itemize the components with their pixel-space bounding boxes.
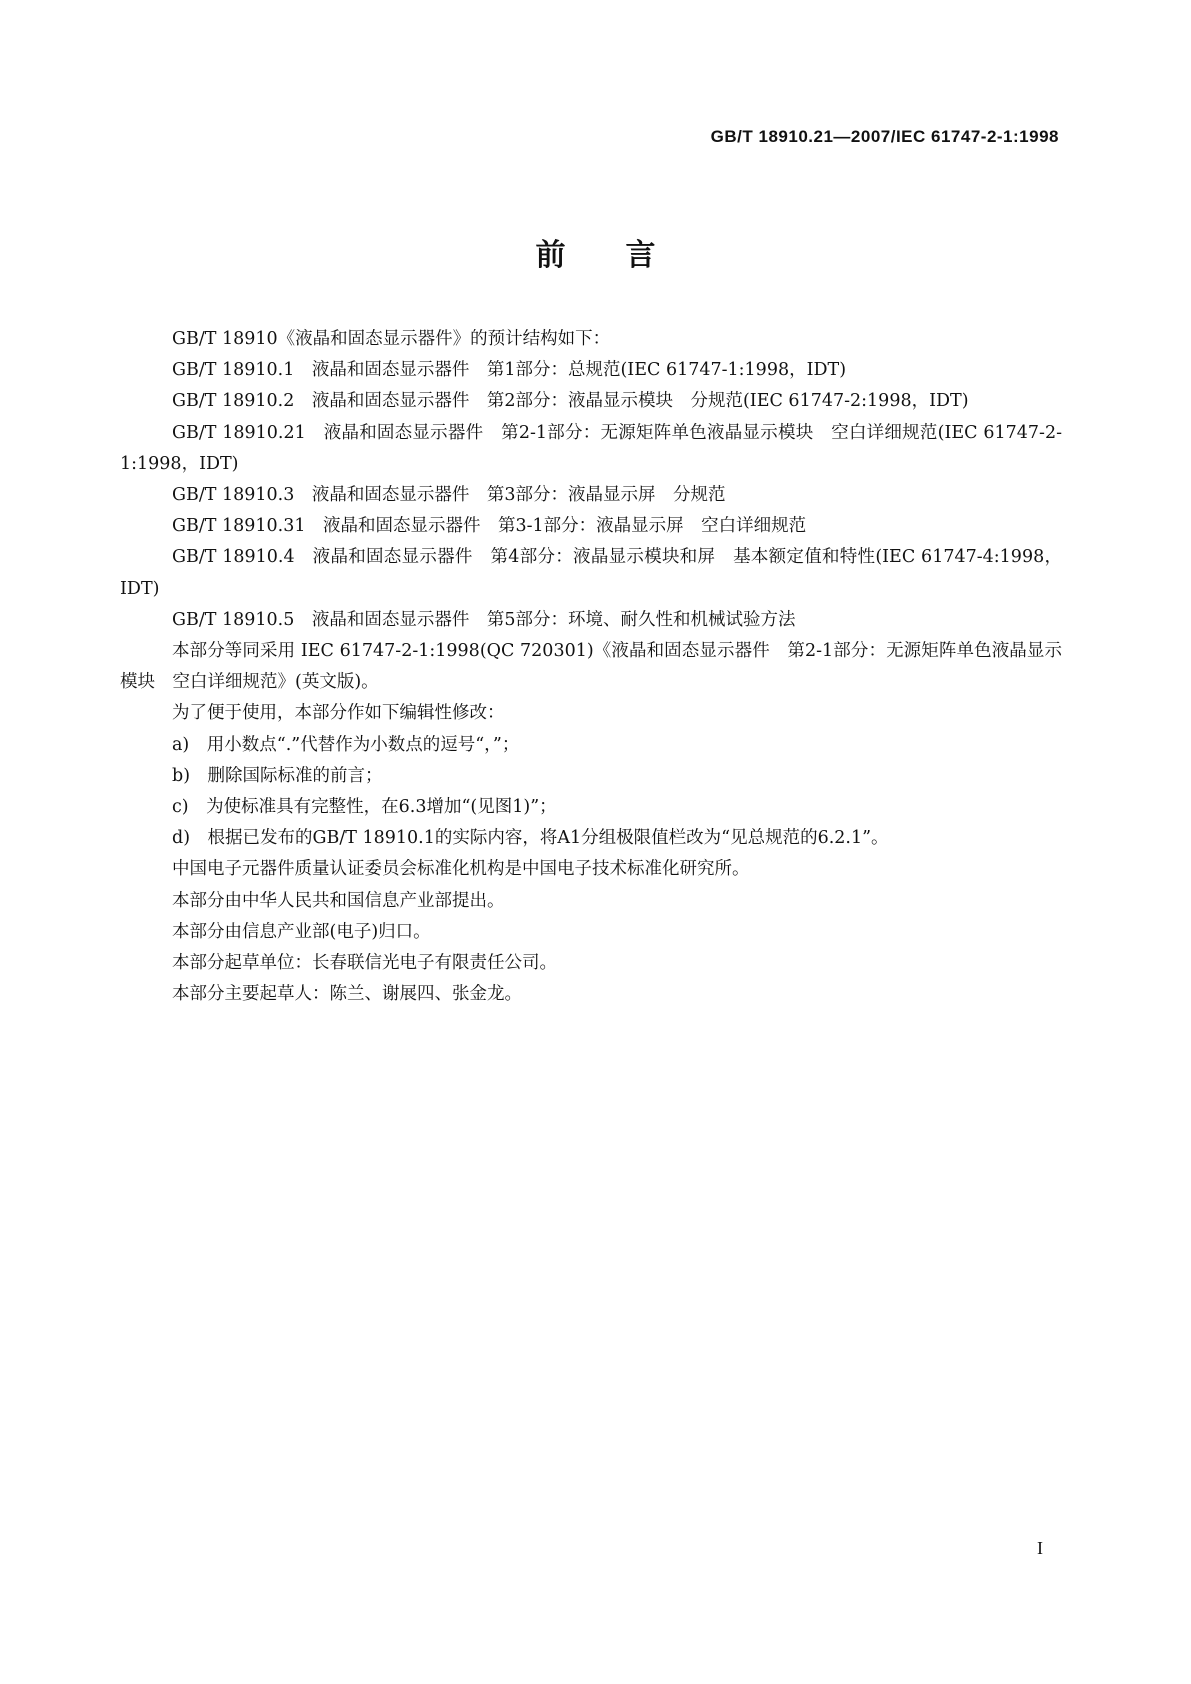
- paragraph-adoption: 本部分等同采用 IEC 61747-2-1:1998(QC 720301)《液晶和固态显示器件 第2-1部分：无源矩阵单色液晶显示模块 空白详细规范》(英文版)。: [120, 641, 1062, 693]
- page-title: 前言: [535, 238, 716, 273]
- paragraph-part-4: GB/T 18910.4 液晶和固态显示器件 第4部分：液晶显示模块和屏 基本额定值和特性(IEC 61747-4:1998，IDT): [120, 547, 1062, 599]
- paragraph-part-1: GB/T 18910.1 液晶和固态显示器件 第1部分：总规范(IEC 61747-1:1998，IDT): [172, 360, 847, 381]
- paragraph-standardization-body: 中国电子元器件质量认证委员会标准化机构是中国电子技术标准化研究所。: [172, 859, 750, 880]
- paragraph-part-5: GB/T 18910.5 液晶和固态显示器件 第5部分：环境、耐久性和机械试验方法: [172, 609, 796, 630]
- paragraph-centralized-by: 本部分由信息产业部(电子)归口。: [172, 921, 431, 942]
- paragraph-proposed-by: 本部分由中华人民共和国信息产业部提出。: [172, 890, 505, 911]
- standard-number-header: GB/T 18910.21—2007/IEC 61747-2-1:1998: [710, 127, 1059, 146]
- list-item-b: b) 删除国际标准的前言；: [172, 765, 383, 786]
- paragraph-drafters: 本部分主要起草人：陈兰、谢展四、张金龙。: [172, 984, 522, 1005]
- list-item-c: c) 为使标准具有完整性，在6.3增加“(见图1)”；: [172, 797, 557, 818]
- paragraph-intro: GB/T 18910《液晶和固态显示器件》的预计结构如下：: [172, 329, 611, 349]
- paragraph-part-2-1: GB/T 18910.21 液晶和固态显示器件 第2-1部分：无源矩阵单色液晶显示模块 空白详细规范(IEC 61747-2-1:1998，IDT): [120, 422, 1062, 474]
- paragraph-edits-intro: 为了便于使用，本部分作如下编辑性修改：: [172, 703, 505, 724]
- paragraph-drafting-unit: 本部分起草单位：长春联信光电子有限责任公司。: [172, 953, 557, 974]
- paragraph-part-3: GB/T 18910.3 液晶和固态显示器件 第3部分：液晶显示屏 分规范: [172, 485, 726, 506]
- page-number: I: [1037, 1538, 1043, 1558]
- list-item-d: d) 根据已发布的GB/T 18910.1的实际内容，将A1分组极限值栏改为“见总规范的6.2.1”。: [172, 828, 889, 849]
- list-item-a: a) 用小数点“.”代替作为小数点的逗号“，”；: [172, 734, 520, 755]
- paragraph-part-3-1: GB/T 18910.31 液晶和固态显示器件 第3-1部分：液晶显示屏 空白详细规范: [172, 516, 807, 537]
- paragraph-part-2: GB/T 18910.2 液晶和固态显示器件 第2部分：液晶显示模块 分规范(IEC 61747-2:1998，IDT): [172, 391, 969, 412]
- foreword-body: [120, 324, 1062, 1010]
